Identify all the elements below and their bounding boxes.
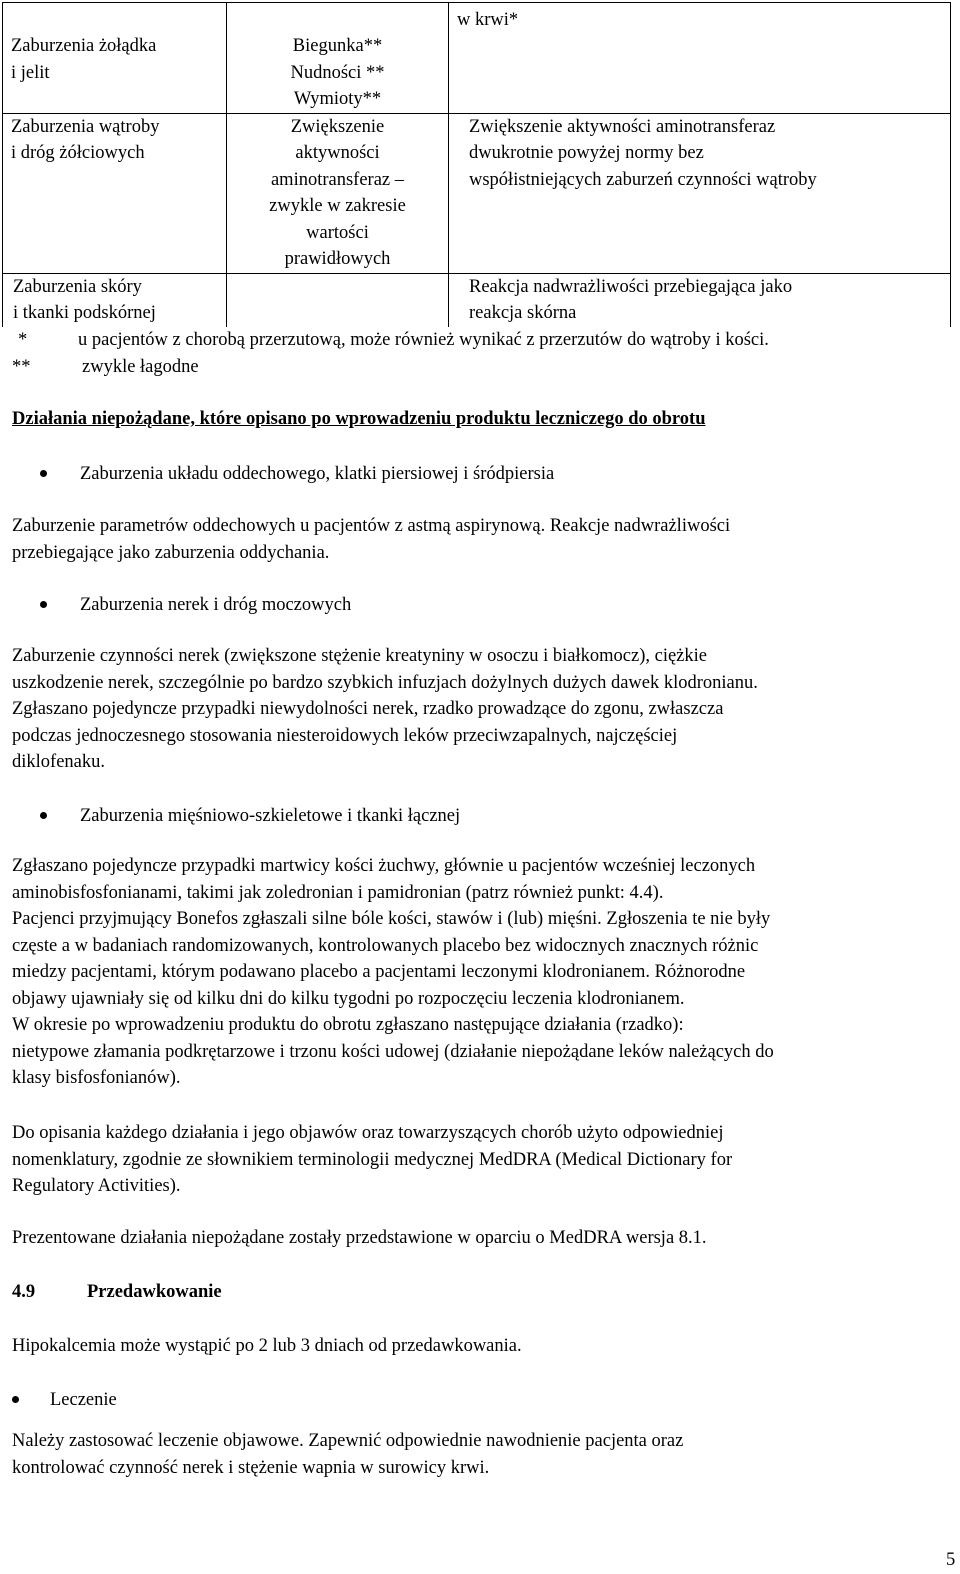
soc-cell: Zaburzenia żołądka i jelit (3, 3, 227, 114)
paragraph: Hipokalcemia może wystąpić po 2 lub 3 dniach od przedawkowania. (12, 1336, 522, 1356)
paragraph: Do opisania każdego działania i jego objawów oraz towarzyszących chorób użyto odpowiedniej nomenklatury, zgodnie ze słownikiem terminologii medycznej MedDRA (Medical Dictionary for Regulatory Activities). (12, 1123, 733, 1196)
subsection-title: Zaburzenia nerek i dróg moczowych (80, 595, 352, 615)
common-cell (227, 273, 449, 327)
section-title: Przedawkowanie (87, 1282, 222, 1302)
paragraph: Zgłaszano pojedyncze przypadki martwicy kości żuchwy, głównie u pacjentów wcześniej leczonych aminobisfosfonianami, takimi jak zoledronian i pamidronian (patrz również punkt: 4.4). Pacjenci przyjmujący Bonefos zgłaszali silne bóle kości, stawów i (lub) mięśni. Zgłoszenia te nie były częste a w badaniach randomizowanych, kontrolowanych placebo bez widocznych znacznych różnic miedzy pacjentami, którym podawano placebo a pacjentami leczonymi klodronianem. Różnorodne objawy ujawniały się od kilku dni do kilku tygodni po rozpoczęciu leczenia klodronianem. W okresie po wprowadzeniu produktu do obrotu zgłaszano następujące działania (rzadko): nietypowe złamania podkrętarzowe i trzonu kości udowej (działanie niepożądane leków należących do klasy bisfosfonianów). (12, 856, 774, 1088)
paragraph: Należy zastosować leczenie objawowe. Zapewnić odpowiednie nawodnienie pacjenta oraz kontrolować czynność nerek i stężenie wapnia w surowicy krwi. (12, 1431, 684, 1478)
uncommon-cell: w krwi* (449, 3, 951, 114)
paragraph: Zaburzenie parametrów oddechowych u pacjentów z astmą aspirynową. Reakcje nadwrażliwości przebiegające jako zaburzenia oddychania. (12, 516, 731, 563)
section-heading: Działania niepożądane, które opisano po wprowadzeniu produktu leczniczego do obrotu (12, 409, 706, 429)
section-number: 4.9 (12, 1282, 36, 1302)
subsection-title: Leczenie (50, 1390, 117, 1410)
bullet-icon (40, 812, 47, 819)
table-row (3, 3, 951, 114)
subsection-title: Zaburzenia układu oddechowego, klatki piersiowej i śródpiersia (80, 464, 555, 484)
soc-cell: Zaburzenia wątroby i dróg żółciowych (3, 113, 227, 273)
page-number: 5 (946, 1550, 956, 1570)
uncommon-cell: Reakcja nadwrażliwości przebiegająca jako reakcja skórna (449, 273, 951, 327)
paragraph: Zaburzenie czynności nerek (zwiększone stężenie kreatyniny w osoczu i białkomocz), ciężkie uszkodzenie nerek, szczególnie po bardzo szybkich infuzjach dożylnych dużych dawek klodronianu. Zgłaszano pojedyncze przypadki niewydolności nerek, rzadko prowadzące do zgonu, zwłaszcza podczas jednoczesnego stosowania niesteroidowych leków przeciwzapalnych, najczęściej diklofenaku. (12, 646, 758, 772)
common-cell: Biegunka** Nudności ** Wymioty** (227, 3, 449, 114)
bullet-icon (40, 601, 47, 608)
subsection-title: Zaburzenia mięśniowo-szkieletowe i tkanki łącznej (80, 806, 461, 826)
table-row (3, 113, 951, 273)
bullet-icon (40, 470, 47, 477)
adverse-effects-table (2, 2, 951, 327)
footnote: * u pacjentów z chorobą przerzutową, może również wynikać z przerzutów do wątroby i kości. (18, 330, 769, 350)
uncommon-cell: Zwiększenie aktywności aminotransferaz dwukrotnie powyżej normy bez współistniejących zaburzeń czynności wątroby (449, 113, 951, 273)
footnote: ** zwykle łagodne (12, 357, 199, 377)
soc-cell: Zaburzenia skóry i tkanki podskórnej (3, 273, 227, 327)
bullet-icon (12, 1396, 19, 1403)
paragraph: Prezentowane działania niepożądane zostały przedstawione w oparciu o MedDRA wersja 8.1. (12, 1228, 707, 1248)
common-cell: Zwiększenie aktywności aminotransferaz – zwykle w zakresie wartości prawidłowych (227, 113, 449, 273)
table-row (3, 273, 951, 327)
